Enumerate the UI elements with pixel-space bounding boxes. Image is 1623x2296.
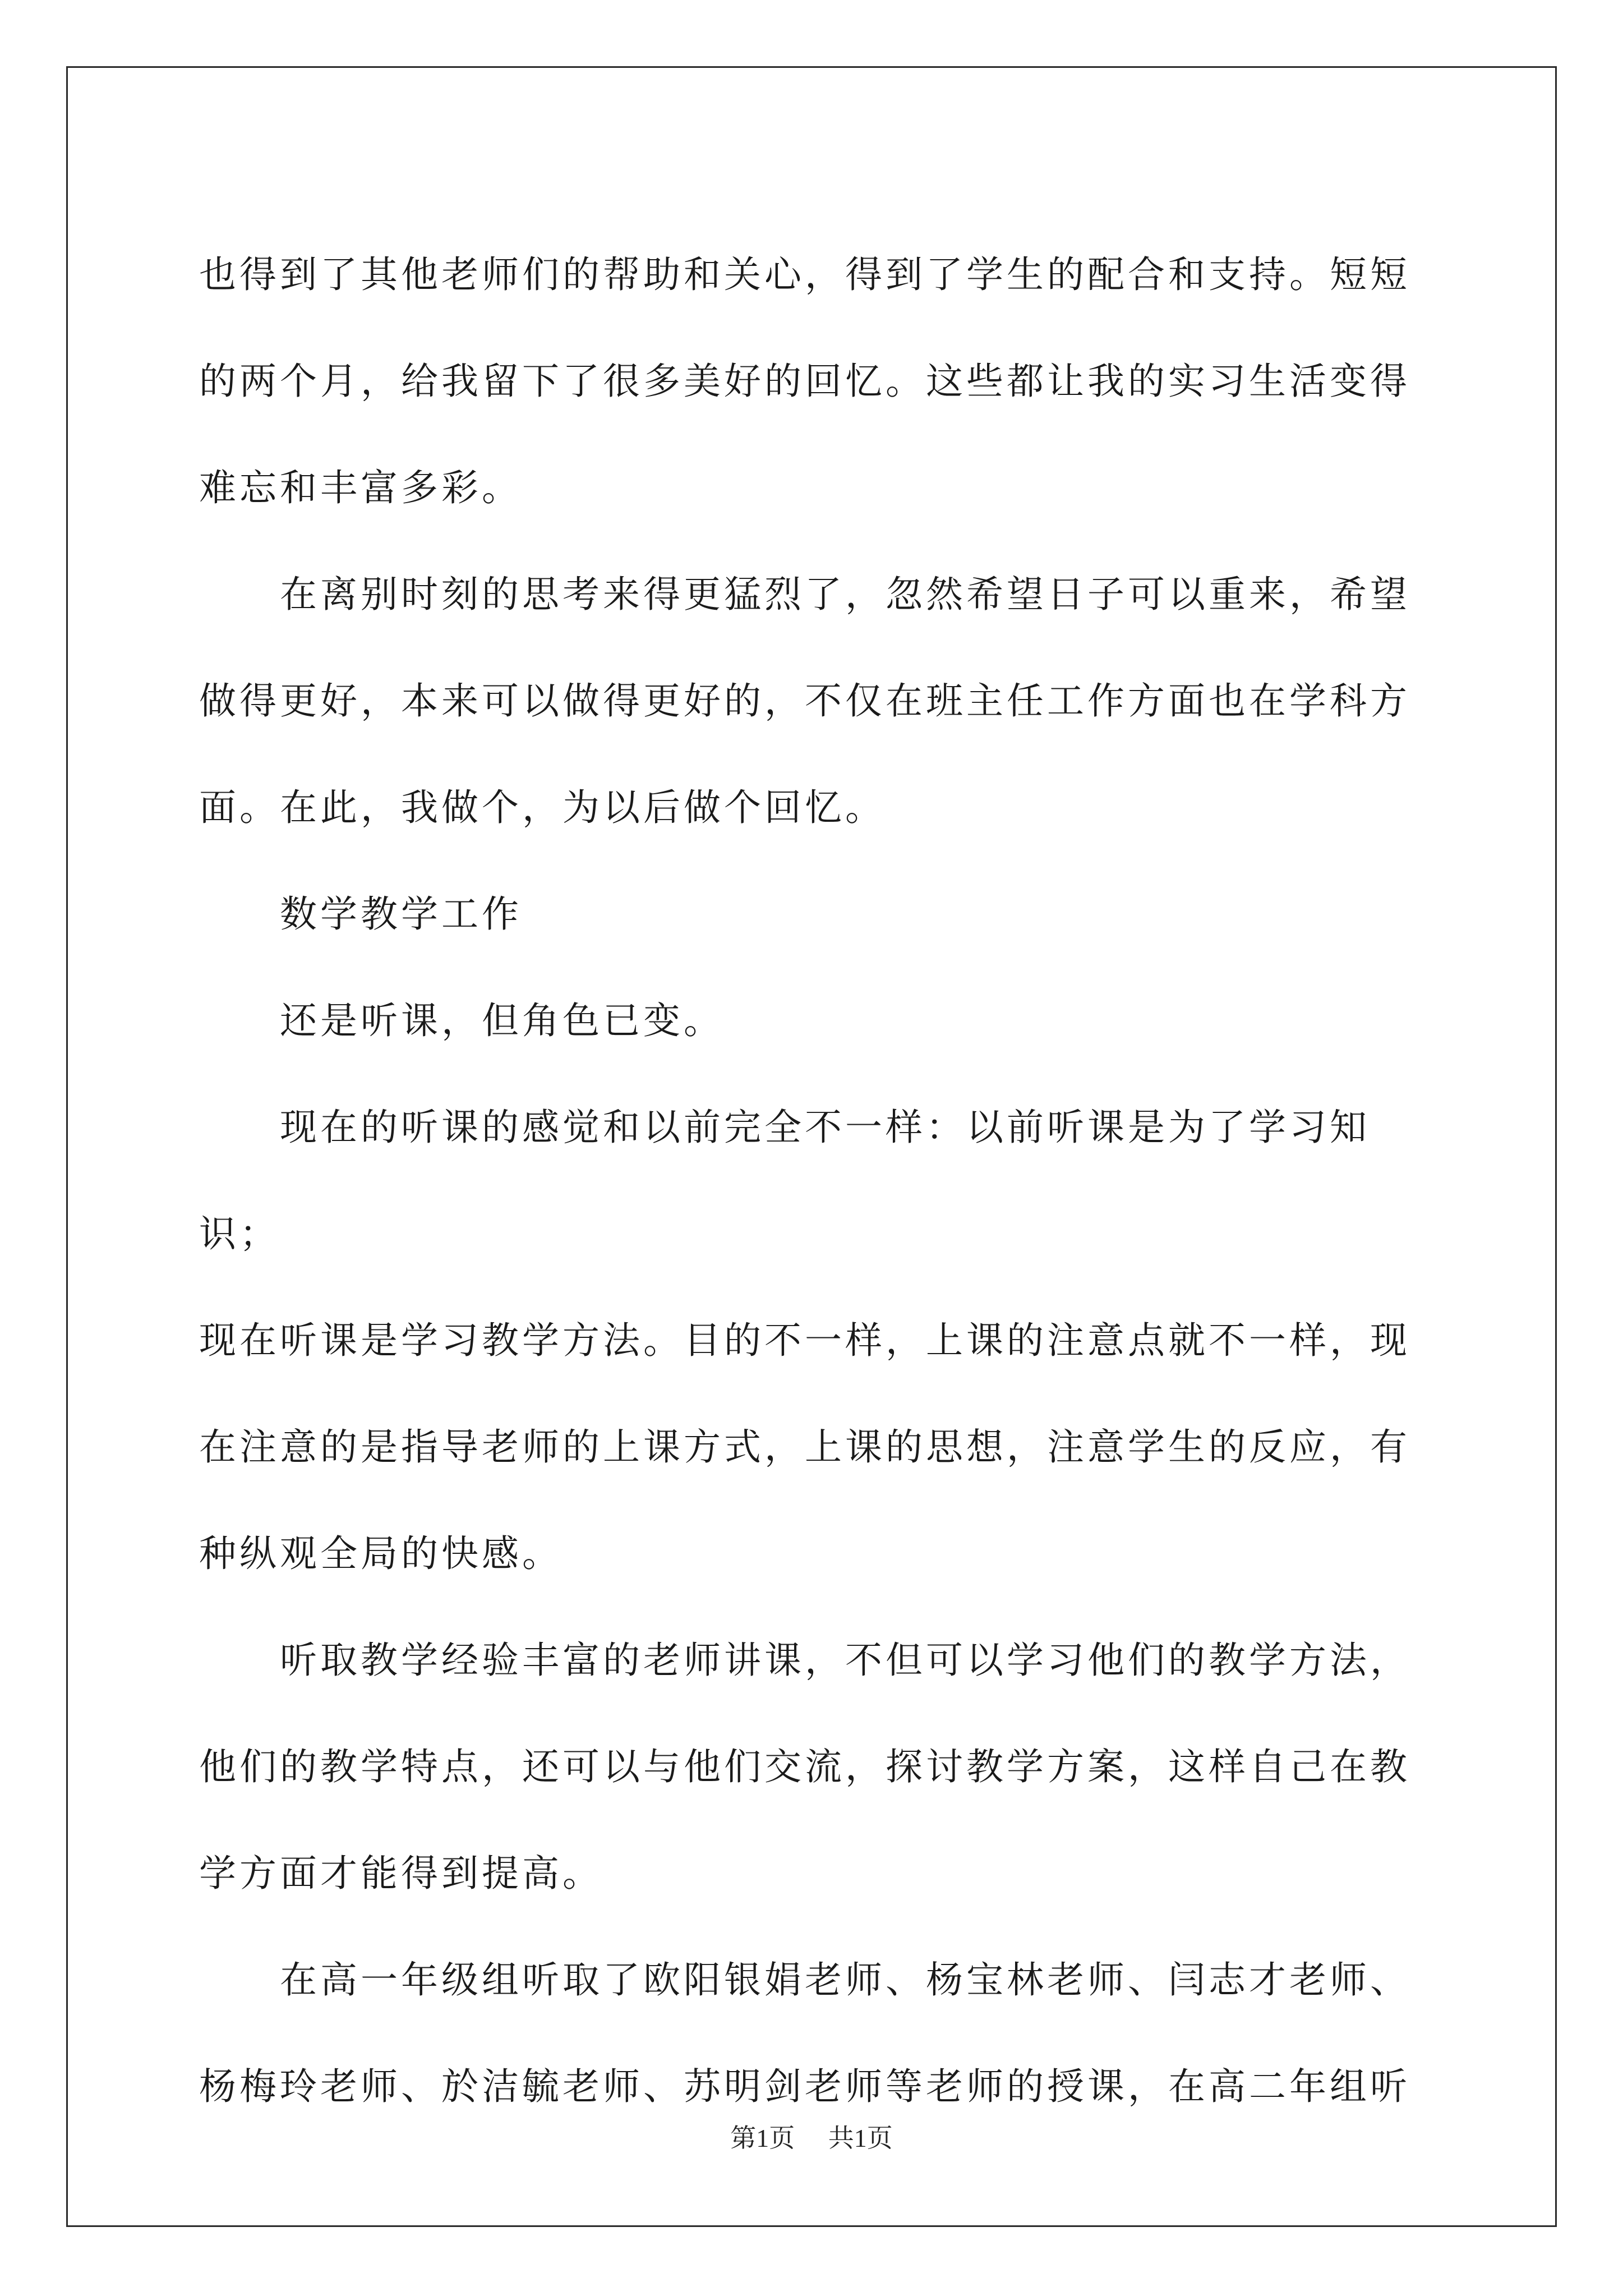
text-line-11: 在注意的是指导老师的上课方式，上课的思想，注意学生的反应，有	[199, 1425, 1410, 1469]
text-line-4: 在离别时刻的思考来得更猛烈了，忽然希望日子可以重来，希望	[280, 573, 1410, 616]
section-heading: 数学教学工作	[280, 892, 522, 936]
text-line-10: 现在听课是学习教学方法。目的不一样，上课的注意点就不一样，现	[199, 1319, 1410, 1362]
text-line-1: 也得到了其他老师们的帮助和关心，得到了学生的配合和支持。短短	[199, 253, 1410, 296]
text-line-17: 杨梅玲老师、於洁毓老师、苏明剑老师等老师的授课，在高二年组听	[199, 2065, 1410, 2108]
text-line-5: 做得更好，本来可以做得更好的，不仅在班主任工作方面也在学科方	[199, 679, 1410, 723]
text-line-13: 听取教学经验丰富的老师讲课，不但可以学习他们的教学方法，	[280, 1639, 1410, 1682]
page-footer	[0, 2118, 1623, 2155]
text-line-2: 的两个月，给我留下了很多美好的回忆。这些都让我的实习生活变得	[199, 360, 1410, 403]
page-total: 共1页	[828, 2124, 893, 2152]
text-line-12: 种纵观全局的快感。	[199, 1532, 562, 1575]
text-line-8: 还是听课，但角色已变。	[280, 999, 724, 1042]
text-line-16: 在高一年级组听取了欧阳银娟老师、杨宝林老师、闫志才老师、	[280, 1958, 1410, 2001]
page-number: 第1页	[730, 2124, 795, 2152]
text-line-6: 面。在此，我做个，为以后做个回忆。	[199, 786, 886, 829]
text-line-9: 现在的听课的感觉和以前完全不一样：以前听课是为了学习知识；	[199, 1106, 1370, 1255]
text-line-14: 他们的教学特点，还可以与他们交流，探讨教学方案，这样自己在教	[199, 1745, 1410, 1788]
text-line-3: 难忘和丰富多彩。	[199, 466, 522, 509]
document-body	[199, 222, 1433, 2140]
text-line-15: 学方面才能得到提高。	[199, 1852, 603, 1895]
